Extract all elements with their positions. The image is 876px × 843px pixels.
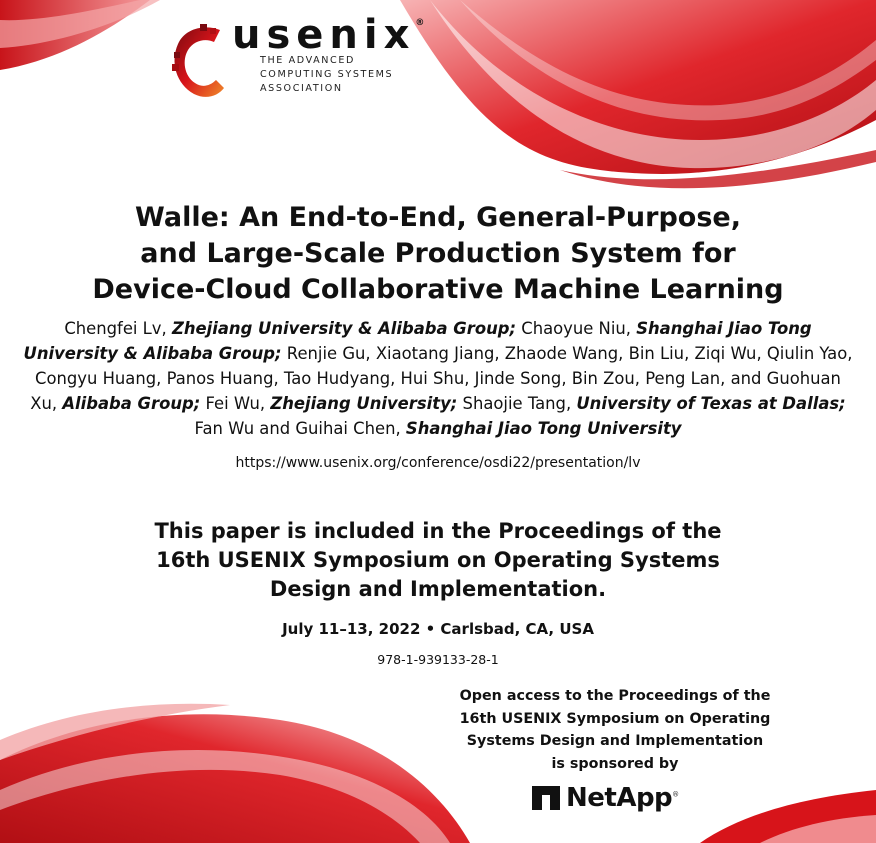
open-access-line: Systems Design and Implementation <box>466 733 764 749</box>
proceedings-line: 16th USENIX Symposium on Operating Systems <box>156 548 720 572</box>
proceedings-statement <box>0 517 876 604</box>
author-names: Shaojie Tang, <box>457 394 577 413</box>
author-affiliation: University of Texas at Dallas; <box>576 394 846 413</box>
usenix-wordmark: usenix® <box>232 12 425 58</box>
paper-title <box>20 200 856 308</box>
open-access-line: Open access to the Proceedings of the <box>459 688 771 704</box>
isbn: 978-1-939133-28-1 <box>377 652 499 667</box>
tagline-line: THE ADVANCED <box>260 55 356 66</box>
proceedings-line: Design and Implementation. <box>269 577 607 601</box>
open-access-statement <box>430 685 800 775</box>
bottom-left-swoosh <box>0 704 470 843</box>
author-affiliation: Shanghai Jiao Tong University & Alibaba Group; <box>23 319 812 363</box>
bottom-right-swoosh <box>700 790 876 843</box>
tagline-line: ASSOCIATION <box>260 83 343 94</box>
title-line: and Large-Scale Production System for <box>140 238 736 269</box>
open-access-line: is sponsored by <box>551 755 679 772</box>
author-affiliation: Zhejiang University; <box>270 394 458 413</box>
netapp-logo <box>532 782 679 814</box>
author-affiliation: Zhejiang University & Alibaba Group; <box>171 319 517 338</box>
usenix-tagline <box>260 54 393 96</box>
author-names: Chengfei Lv, <box>64 319 172 338</box>
proceedings-line: This paper is included in the Proceedings of the <box>154 519 722 543</box>
author-affiliation: Alibaba Group; <box>62 394 201 413</box>
top-left-swoosh <box>0 0 160 70</box>
usenix-logo-mark <box>170 22 226 102</box>
title-line: Walle: An End-to-End, General-Purpose, <box>135 202 741 233</box>
top-right-swoosh <box>400 0 876 188</box>
tagline-line: COMPUTING SYSTEMS <box>260 69 394 80</box>
date-location: July 11–13, 2022 • Carlsbad, CA, USA <box>282 620 594 638</box>
author-list <box>22 316 854 441</box>
author-affiliation: Shanghai Jiao Tong University <box>405 419 682 438</box>
author-names: Chaoyue Niu, <box>516 319 637 338</box>
title-line: Device-Cloud Collaborative Machine Learning <box>92 274 784 305</box>
open-access-line: 16th USENIX Symposium on Operating <box>459 710 771 727</box>
author-names: Fei Wu, <box>200 394 271 413</box>
netapp-n-icon <box>532 786 560 810</box>
author-names: Fan Wu and Guihai Chen, <box>194 419 406 438</box>
author-names: Renjie Gu, Xiaotang Jiang, Zhaode Wang, Bin Liu, Ziqi Wu, Qiulin Yao, Congyu Huang, Panos Huang, Tao Hudyang, Hui Shu, Jinde Song, Bin Zou, Peng Lan, and Guohuan Xu, <box>30 344 853 413</box>
presentation-url[interactable]: https://www.usenix.org/conference/osdi22/presentation/lv <box>235 455 641 471</box>
netapp-wordmark: NetApp® <box>566 783 679 813</box>
